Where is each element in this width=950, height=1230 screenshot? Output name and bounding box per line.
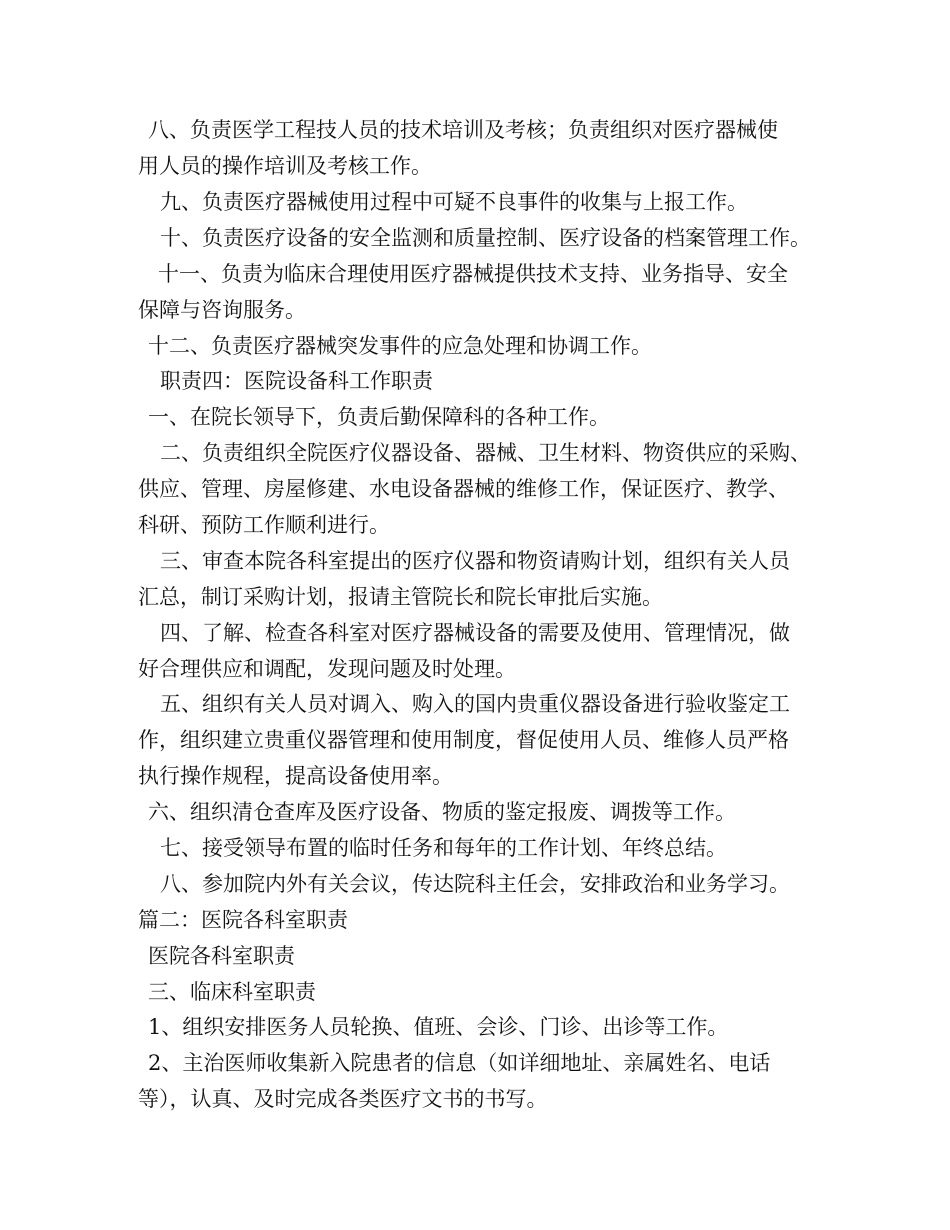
text-line: 汇总，制订采购计划，报请主管院长和院长审批后实施。 bbox=[138, 585, 663, 609]
text-line: 十一、负责为临床合理使用医疗器械提供技术支持、业务指导、安全 bbox=[158, 262, 788, 286]
text-line: 四、了解、检查各科室对医疗器械设备的需要及使用、管理情况，做 bbox=[160, 621, 790, 645]
text-line: 十、负责医疗设备的安全监测和质量控制、医疗设备的档案管理工作。 bbox=[160, 226, 811, 250]
text-line: 十二、负责医疗器械突发事件的应急处理和协调工作。 bbox=[148, 334, 652, 358]
text-line: 八、参加院内外有关会议，传达院科主任会，安排政治和业务学习。 bbox=[160, 872, 790, 896]
text-line: 好合理供应和调配，发现问题及时处理。 bbox=[138, 657, 516, 681]
text-line: 等），认真、及时完成各类医疗文书的书写。 bbox=[138, 1087, 548, 1111]
text-line: 六、组织清仓查库及医疗设备、物质的鉴定报废、调拨等工作。 bbox=[148, 800, 736, 824]
text-line: 九、负责医疗器械使用过程中可疑不良事件的收集与上报工作。 bbox=[160, 190, 748, 214]
text-line: 七、接受领导布置的临时任务和每年的工作计划、年终总结。 bbox=[160, 836, 727, 860]
text-line: 供应、管理、房屋修建、水电设备器械的维修工作，保证医疗、教学、 bbox=[138, 477, 789, 501]
section-heading: 职责四：医院设备科工作职责 bbox=[160, 369, 433, 393]
text-line: 1、组织安排医务人员轮换、值班、会诊、门诊、出诊等工作。 bbox=[148, 1015, 729, 1039]
text-line: 科研、预防工作顺利进行。 bbox=[138, 513, 390, 537]
text-line: 2、主治医师收集新入院患者的信息（如详细地址、亲属姓名、电话 bbox=[148, 1051, 771, 1075]
text-line: 执行操作规程，提高设备使用率。 bbox=[138, 764, 453, 788]
text-line: 三、审查本院各科室提出的医疗仪器和物资请购计划，组织有关人员 bbox=[160, 549, 790, 573]
chapter-heading: 篇二：医院各科室职责 bbox=[138, 908, 348, 932]
section-heading: 三、临床科室职责 bbox=[148, 980, 316, 1004]
text-line: 五、组织有关人员对调入、购入的国内贵重仪器设备进行验收鉴定工 bbox=[160, 692, 790, 716]
text-line: 二、负责组织全院医疗仪器设备、器械、卫生材料、物资供应的采购、 bbox=[160, 441, 811, 465]
section-heading: 医院各科室职责 bbox=[148, 944, 295, 968]
text-line: 八、负责医学工程技人员的技术培训及考核；负责组织对医疗器械使 bbox=[148, 118, 778, 142]
text-line: 作，组织建立贵重仪器管理和使用制度，督促使用人员、维修人员严格 bbox=[138, 728, 789, 752]
text-line: 保障与咨询服务。 bbox=[138, 298, 306, 322]
text-line: 用人员的操作培训及考核工作。 bbox=[138, 154, 432, 178]
text-line: 一、在院长领导下，负责后勤保障科的各种工作。 bbox=[148, 405, 610, 429]
